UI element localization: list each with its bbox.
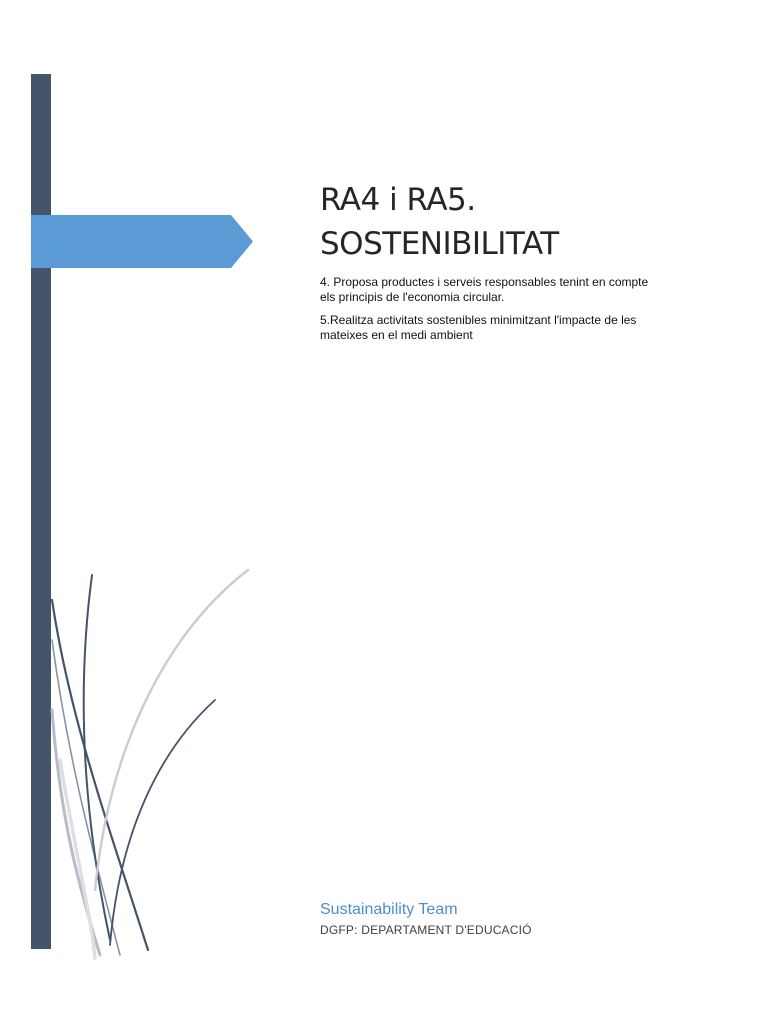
decorative-curves — [0, 560, 260, 960]
title-line-2: SOSTENIBILITAT — [320, 226, 559, 262]
title-arrow-banner — [31, 215, 253, 268]
document-title — [320, 178, 559, 266]
organization-name: DGFP: DEPARTAMENT D'EDUCACIÓ — [320, 923, 532, 937]
learning-objective-5: 5.Realitza activitats sostenibles minimitzant l'impacte de les mateixes en el medi ambient — [320, 313, 637, 342]
title-line-1: RA4 i RA5. — [320, 182, 476, 218]
author-name: Sustainability Team — [320, 901, 458, 918]
learning-objective-4: 4. Proposa productes i serveis responsables tenint en compte els principis de l'economia circular. — [320, 275, 649, 304]
